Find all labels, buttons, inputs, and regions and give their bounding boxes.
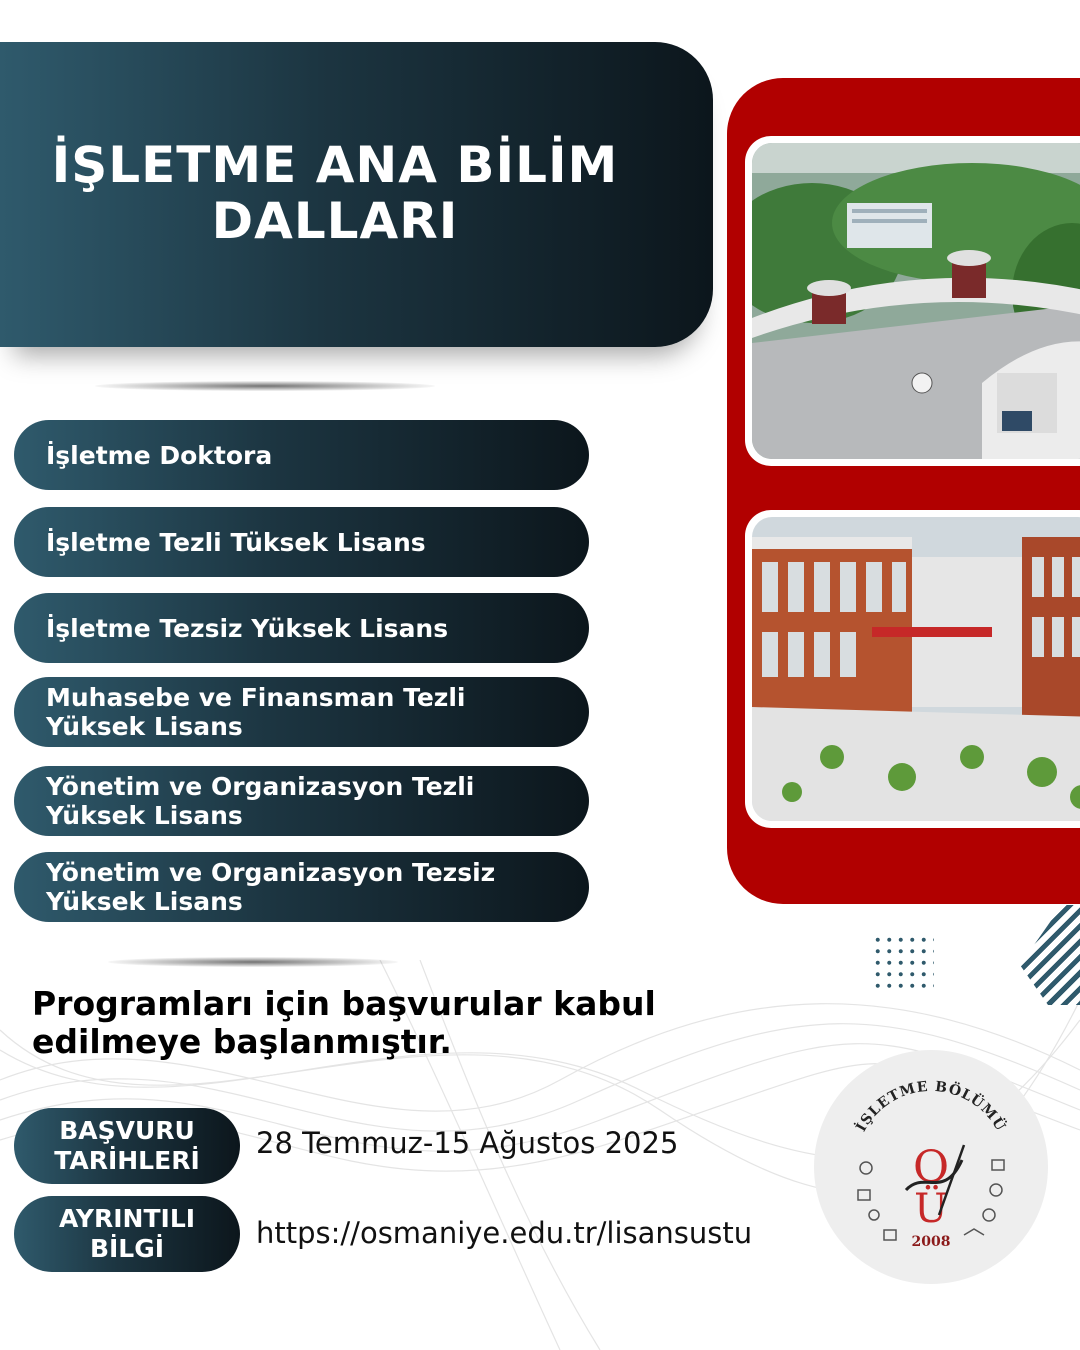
logo-year: 2008 <box>911 1234 951 1250</box>
program-label: İşletme Doktora <box>46 440 273 470</box>
dates-value: 28 Temmuz-15 Ağustos 2025 <box>256 1126 679 1160</box>
program-label: İşletme Tezli Tüksek Lisans <box>46 527 426 557</box>
program-item-yonetim-organizasyon-tezli <box>14 766 589 836</box>
program-item-tezli-yuksek-lisans <box>14 507 589 577</box>
logo-monogram-bottom: Ü <box>914 1186 948 1232</box>
info-link[interactable]: https://osmaniye.edu.tr/lisansustu <box>256 1216 753 1250</box>
program-item-tezsiz-yuksek-lisans <box>14 593 589 663</box>
program-label: Muhasebe ve Finansman Tezli Yüksek Lisans <box>46 683 466 741</box>
announcement-text: Programları için başvurular kabul edilmeye başlanmıştır. <box>32 984 656 1061</box>
campus-gate-photo <box>745 136 1080 466</box>
divider-shadow-bottom <box>108 957 398 967</box>
svg-text:İŞLETME BÖLÜMÜ <box>851 1078 1011 1134</box>
department-logo <box>814 1050 1048 1284</box>
program-item-muhasebe-finansman <box>14 677 589 747</box>
info-label: AYRINTILI BİLGİ <box>58 1204 196 1263</box>
divider-shadow-top <box>95 381 435 391</box>
dates-label-badge <box>14 1108 240 1184</box>
campus-building-photo <box>745 510 1080 828</box>
header-banner <box>0 42 713 347</box>
logo-arc-text: İŞLETME BÖLÜMÜ <box>853 1078 1009 1135</box>
program-label: Yönetim ve Organizasyon Tezli Yüksek Lisans <box>46 772 475 830</box>
program-item-yonetim-organizasyon-tezsiz <box>14 852 589 922</box>
program-label: Yönetim ve Organizasyon Tezsiz Yüksek Lisans <box>46 858 496 916</box>
logo-monogram-top: O <box>912 1142 950 1193</box>
info-label-badge <box>14 1196 240 1272</box>
page-title: İŞLETME ANA BİLİM DALLARI <box>51 136 619 250</box>
program-item-doktora <box>14 420 589 490</box>
dates-label: BAŞVURU TARİHLERİ <box>54 1116 200 1175</box>
dot-grid-decoration <box>872 934 934 990</box>
program-label: İşletme Tezsiz Yüksek Lisans <box>46 613 449 643</box>
